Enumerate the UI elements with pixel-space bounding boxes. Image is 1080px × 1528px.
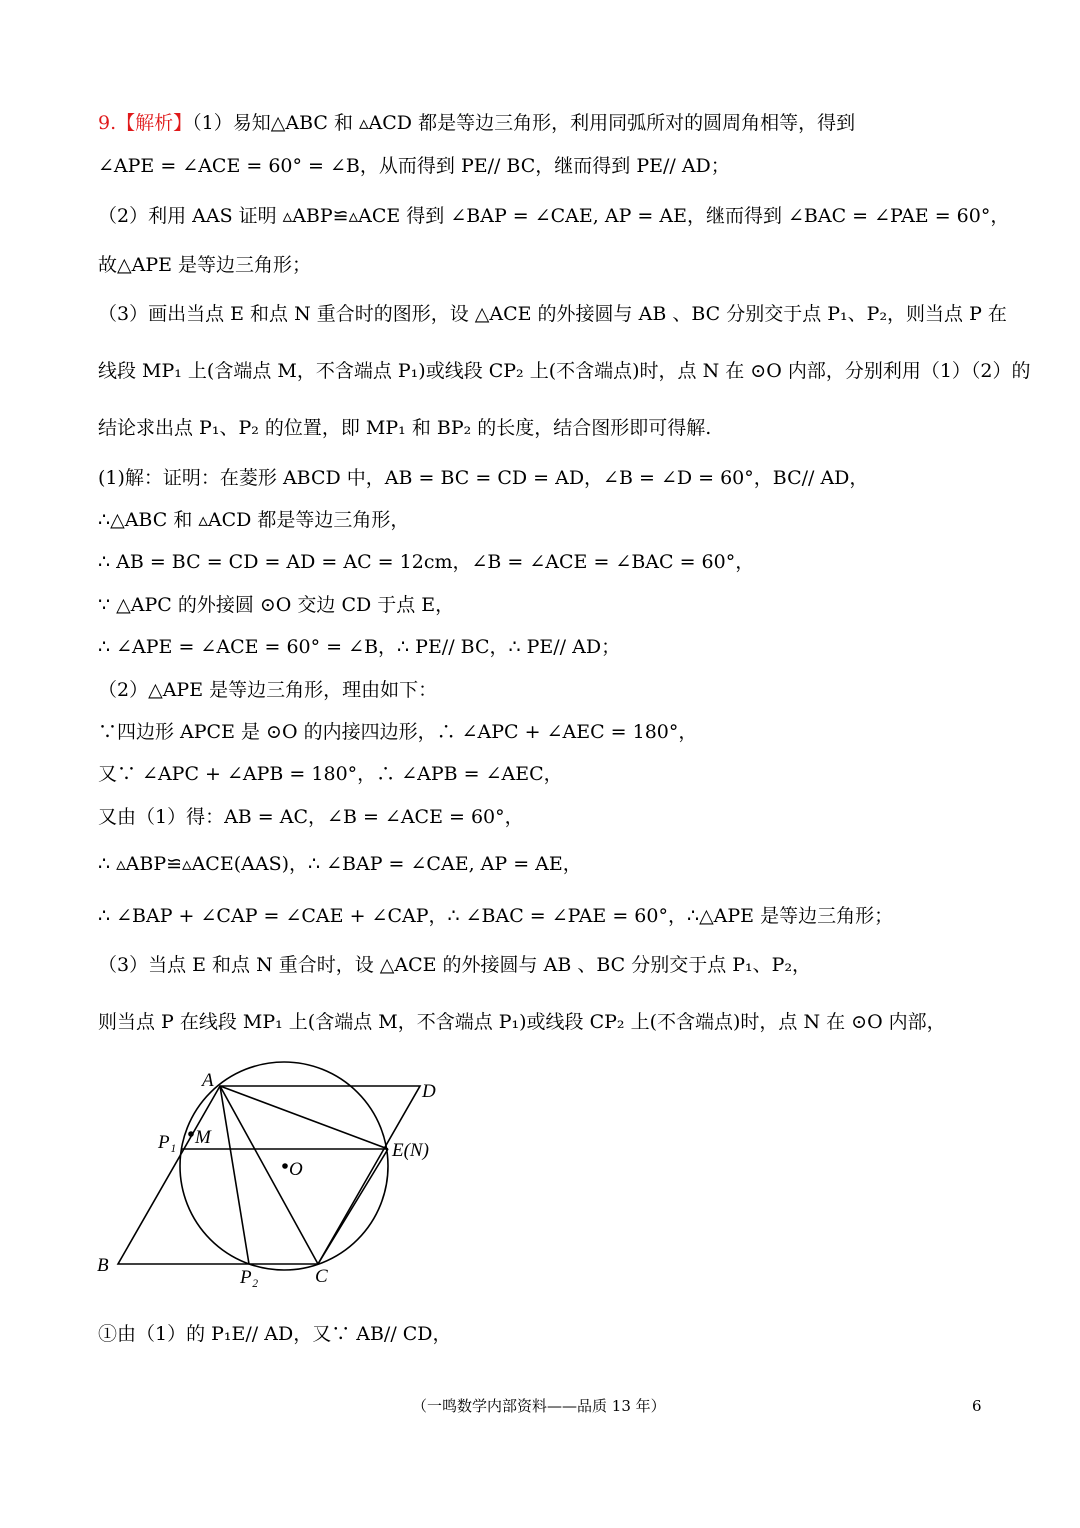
label-c: C [315,1266,328,1287]
text-line-2: ∠APE = ∠ACE = 60° = ∠B，从而得到 PE// BC，继而得到 PE// AD； [98,155,730,177]
point-m [188,1131,194,1137]
text-line-18: ∴ ∠BAP + ∠CAP = ∠CAE + ∠CAP，∴ ∠BAC = ∠PAE = 60°，∴△APE 是等边三角形； [98,905,894,927]
text-line-16: 又由（1）得：AB = AC，∠B = ∠ACE = 60°， [98,806,524,828]
text-line-11: ∵ △APC 的外接圆 ⊙O 交边 CD 于点 E， [98,594,455,616]
text-line-1 [98,110,855,136]
text-line-7: 结论求出点 P₁、P₂ 的位置，即 MP₁ 和 BP₂ 的长度，结合图形即可得解. [98,417,712,439]
analysis-tag: 【解析】 [116,112,193,134]
text-line-10: ∴ AB = BC = CD = AD = AC = 12cm，∠B = ∠ACE = ∠BAC = 60°， [98,551,755,573]
text-line-20: 则当点 P 在线段 MP₁ 上(含端点 M，不含端点 P₁)或线段 CP₂ 上(不含端点)时，点 N 在 ⊙O 内部， [98,1011,946,1033]
geometry-diagram [95,1055,455,1290]
label-a: A [202,1070,214,1091]
text-line-3: （2）利用 AAS 证明 ▵ABP≌▵ACE 得到 ∠BAP = ∠CAE, AP = AE，继而得到 ∠BAC = ∠PAE = 60°， [98,205,1010,227]
text-line-4: 故△APE 是等边三角形； [98,254,312,276]
label-e-n: E(N) [392,1140,429,1161]
footer-text: （一鸣数学内部资料——品质 13 年） [412,1397,666,1415]
text-line-21: ①由（1）的 P₁E// AD，又∵ AB// CD， [98,1323,452,1345]
question-number: 9. [98,112,117,134]
label-d: D [422,1081,436,1102]
text-line-17: ∴ ▵ABP≌▵ACE(AAS)，∴ ∠BAP = ∠CAE, AP = AE， [98,853,582,875]
line-text: （1）易知△ABC 和 ▵ACD 都是等边三角形，利用同弧所对的圆周角相等，得到 [192,112,856,134]
label-o: O [289,1159,303,1180]
label-b: B [97,1255,109,1276]
label-p2: P₂ [240,1267,259,1288]
label-m: M [195,1127,211,1148]
text-line-14: ∵四边形 APCE 是 ⊙O 的内接四边形，∴ ∠APC + ∠AEC = 180°， [98,721,698,743]
text-line-12: ∴ ∠APE = ∠ACE = 60° = ∠B，∴ PE// BC，∴ PE// AD； [98,636,621,658]
text-line-19: （3）当点 E 和点 N 重合时，设 △ACE 的外接圆与 AB 、BC 分别交于点 P₁、P₂， [98,954,812,976]
page-number: 6 [972,1397,982,1415]
segment-e-c [318,1149,388,1264]
segment-a-e [220,1086,388,1149]
text-line-13: （2）△APE 是等边三角形，理由如下： [98,679,438,701]
text-line-6: 线段 MP₁ 上(含端点 M，不含端点 P₁)或线段 CP₂ 上(不含端点)时，点 N 在 ⊙O 内部，分别利用（1）（2）的 [98,360,1031,382]
point-o [282,1163,288,1169]
text-line-15: 又∵ ∠APC + ∠APB = 180°，∴ ∠APB = ∠AEC， [98,763,563,785]
text-line-9: ∴△ABC 和 ▵ACD 都是等边三角形， [98,509,410,531]
text-line-5: （3）画出当点 E 和点 N 重合时的图形，设 △ACE 的外接圆与 AB 、BC 分别交于点 P₁、P₂，则当点 P 在 [98,303,1007,325]
label-p1: P₁ [158,1132,177,1153]
text-line-8: (1)解：证明：在菱形 ABCD 中，AB = BC = CD = AD，∠B = ∠D = 60°，BC// AD， [98,467,869,489]
